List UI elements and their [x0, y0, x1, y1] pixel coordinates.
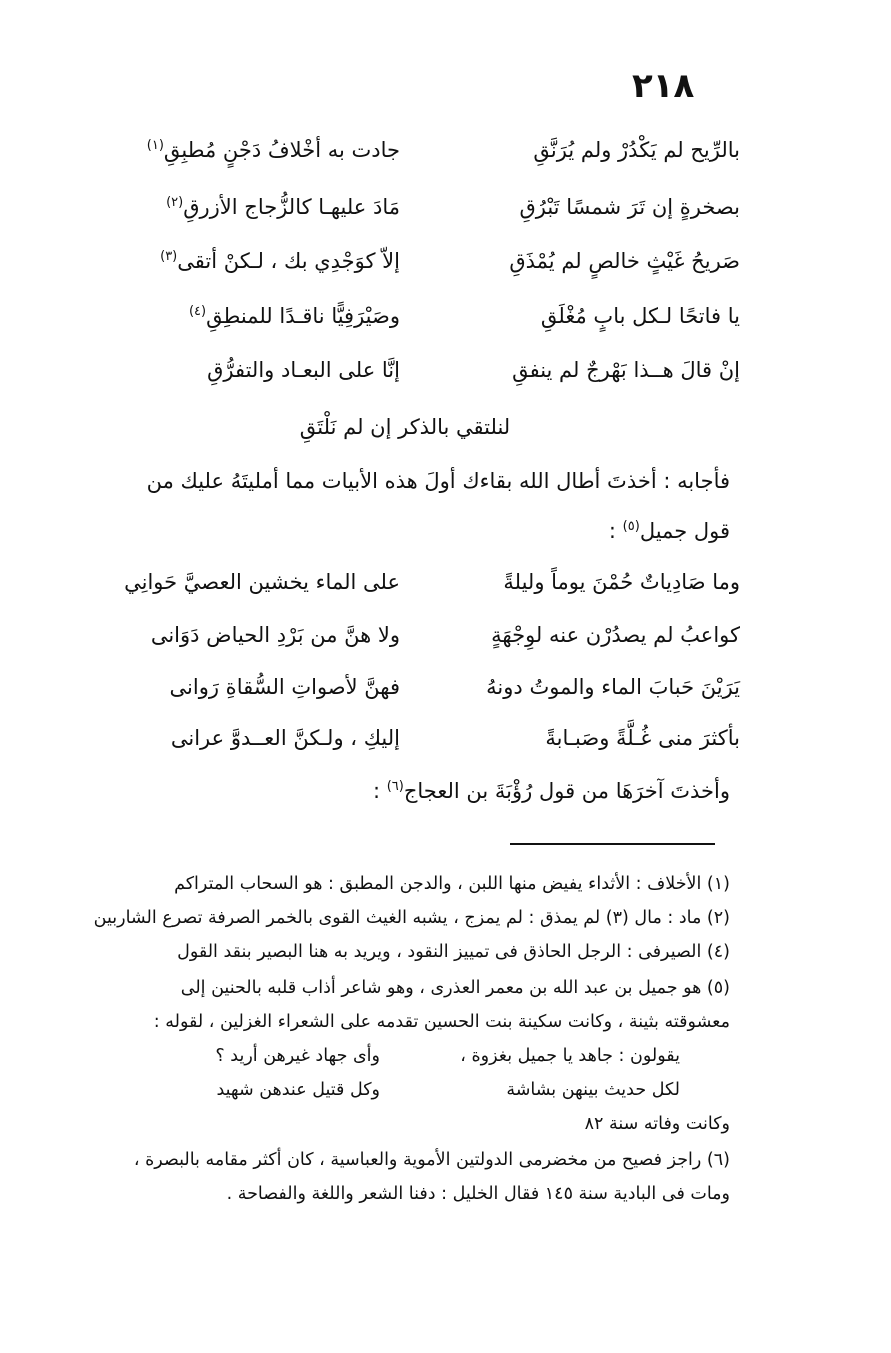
- hemistich-first: إنْ قالَ هــذا بَهْرجٌ لم ينفقِ: [512, 358, 740, 382]
- verse-text: وصَيْرَفِيًّا ناقـدًا للمنطِقِ: [206, 304, 400, 328]
- verse-line: [70, 125, 740, 175]
- colon: :: [372, 779, 381, 803]
- verse-line: [70, 236, 740, 286]
- footnote-6-cont: ومات فى البادية سنة ١٤٥ فقال الخليل : دفنا الشعر واللغة والفصاحة .: [226, 1184, 730, 1204]
- prose-line: فأجابه : أخذتَ أطال الله بقاءك أولَ هذه الأبيات مما أمليتَهُ عليك من: [146, 469, 730, 493]
- hemistich-second: فهنَّ لأصواتِ السُّقاةِ رَوانى: [169, 675, 400, 699]
- prose-line: [85, 765, 730, 817]
- footnote-5-cont: معشوقته بثينة ، وكانت سكينة بنت الحسين تقدمه على الشعراء الغزلين ، لقوله :: [153, 1012, 730, 1032]
- footnote-4: (٤) الصيرفى : الرجل الحاذق فى تمييز النقود ، ويريد به هنا البصير بنقد القول: [177, 942, 730, 962]
- hemistich-second: وكل قتيل عندهن شهيد: [216, 1080, 380, 1100]
- hemistich-second: [70, 291, 400, 341]
- hemistich-second: إنَّا على البعـاد والتفرُّقِ: [207, 358, 400, 382]
- centered-verse: لنلتقي بالذكر إن لم نَلْتَقِ: [299, 415, 511, 439]
- footnote-marker: (٥): [622, 519, 640, 534]
- footnote-5: (٥) هو جميل بن عبد الله بن معمر العذرى ، وهو شاعر أذاب قلبه بالحنين إلى: [180, 978, 730, 998]
- hemistich-second: على الماء يخشين العصيَّ حَوانِي: [124, 570, 400, 594]
- footnote-verse: [120, 1040, 680, 1072]
- verse-text: مَادَ عليهـا كالزُّجاج الأزرقِ: [183, 195, 400, 219]
- verse-text: جادت به أخْلافُ دَجْنٍ مُطبِقِ: [163, 138, 400, 162]
- footnote-6: (٦) راجز فصيح من مخضرمى الدولتين الأموية والعباسية ، كان أكثر مقامه بالبصرة ،: [133, 1150, 730, 1170]
- footnote-marker: (١): [146, 138, 164, 153]
- verse-text: إلاّ كوَجْدِي بك ، لـكنْ أتقى: [177, 249, 400, 273]
- footnote-marker: (٣): [160, 249, 178, 264]
- prose-text: وأخذتَ آخرَهَا من قول رُؤْبَةَ بن العجاج: [403, 779, 730, 803]
- hemistich-first: بصخرةٍ إن تَرَ شمسًا تَبْرُقِ: [519, 195, 740, 219]
- footnote-2-3: (٢) ماد : مال (٣) لم يمذق : لم يمزج ، يشبه الغيث القوى بالخمر الصرفة تصرع الشاربين: [93, 908, 730, 928]
- hemistich-first: يقولون : جاهد يا جميل بغزوة ،: [460, 1046, 680, 1066]
- verse-line: [70, 291, 740, 341]
- hemistich-first: بأكثرَ منى غُـلَّةً وصَبـابةً: [545, 726, 740, 750]
- verse-line: [70, 557, 740, 607]
- page-number: ٢١٨: [632, 66, 695, 106]
- hemistich-second: وأى جهاد غيرهن أريد ؟: [215, 1046, 380, 1066]
- hemistich-second: إليكِ ، ولـكنَّ العــدوَّ عرانى: [170, 726, 400, 750]
- hemistich-second: [70, 182, 400, 232]
- prose-text: قول جميل: [639, 519, 730, 543]
- hemistich-second: [70, 236, 400, 286]
- hemistich-first: يا فاتحًا لـكل بابٍ مُغْلَقِ: [540, 304, 740, 328]
- prose-line: [85, 505, 730, 557]
- hemistich-first: وما صَادِياتٌ حُمْنَ يوماً وليلةً: [503, 570, 740, 594]
- colon: :: [608, 519, 616, 543]
- footnote-5-death: وكانت وفاته سنة ٨٢: [584, 1114, 730, 1134]
- footnote-1: (١) الأخلاف : الأثداء يفيض منها اللبن ، والدجن المطبق : هو السحاب المتراكم: [174, 874, 730, 894]
- verse-line: [70, 182, 740, 232]
- verse-line: [70, 610, 740, 660]
- hemistich-first: يَرَيْنَ حَبابَ الماء والموتُ دونهُ: [486, 675, 740, 699]
- footnote-marker: (٤): [188, 304, 207, 319]
- hemistich-second: ولا هنَّ من بَرْدِ الحياض دَوَانى: [150, 623, 400, 647]
- footnote-divider: [510, 843, 715, 845]
- verse-line: [70, 662, 740, 712]
- hemistich-first: صَريحُ غَيْثٍ خالصٍ لم يُمْذَقِ: [509, 249, 740, 273]
- footnote-marker: (٢): [166, 195, 184, 210]
- hemistich-first: لكل حديث بينهن بشاشة: [506, 1080, 680, 1100]
- verse-line: [70, 713, 740, 763]
- hemistich-second: [70, 125, 400, 175]
- hemistich-first: كواعبُ لم يصدُرْن عنه لوِجْهَةٍ: [491, 623, 740, 647]
- hemistich-first: بالرِّيح لم يَكْدُرْ ولم يُرَنَّقِ: [533, 138, 740, 162]
- footnote-marker: (٦): [386, 779, 404, 794]
- verse-line: [70, 345, 740, 395]
- footnote-verse: [120, 1074, 680, 1106]
